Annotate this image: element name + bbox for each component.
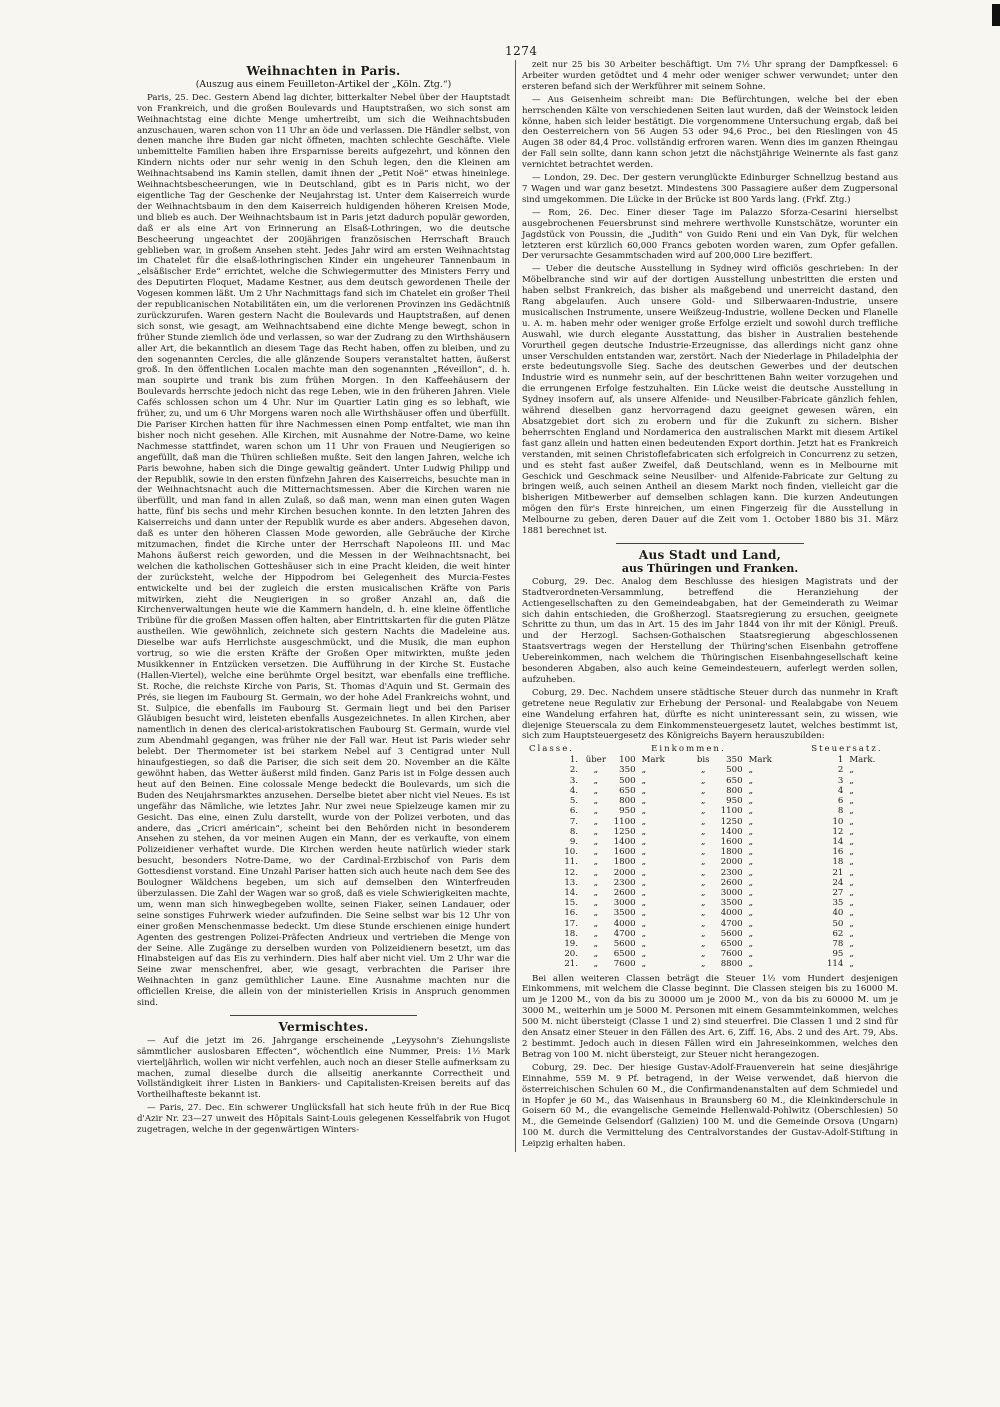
table-cell: 17. <box>564 918 579 929</box>
table-cell: 40 <box>832 908 844 919</box>
table-row <box>522 755 898 765</box>
table-cell: „ <box>748 898 754 909</box>
table-cell: „ <box>748 918 754 929</box>
table-cell: 7600 <box>613 959 636 970</box>
table-cell: Mark. <box>849 755 876 766</box>
table-cell: „ <box>701 775 706 786</box>
table-cell: „ <box>701 908 706 919</box>
table-cell: 8 <box>837 806 844 817</box>
page-number: 1274 <box>505 44 538 58</box>
table-cell: „ <box>849 908 854 919</box>
table-cell: 2600 <box>720 877 743 888</box>
table-cell: 2 <box>837 765 844 776</box>
table-cell: 16. <box>564 908 579 919</box>
table-cell: 10 <box>832 816 844 827</box>
table-cell: „ <box>641 867 647 878</box>
table-cell: „ <box>593 806 599 817</box>
table-row <box>522 817 898 827</box>
table-row <box>522 857 898 867</box>
table-header-income: Einkommen. <box>651 744 726 755</box>
table-cell: 950 <box>726 796 743 807</box>
article-paragraph: Paris, 25. Dec. Gestern Abend lag dichter, bitterkalter Nebel über der Hauptstadt von Frankreich, und die großen Boulevards und Hauptstraßen, wo sich sonst am Weihnachtstag eine dichte Menge umhertreibt, um sich die Weihnachtsbuden anzuschauen, waren schon von 11 Uhr an öde und verlassen. Die Händler selbst, von denen manche ihre Buden gar nicht öffneten, machten schlechte Geschäfte. Viele unbemittelte Familien haben ihre Ersparnisse bereits aufgezehrt, und können den Kindern nichts oder nur sehr wenig in den Schuh legen, den die Kleinen am Weihnachtsabend ins Kamin stellen, damit ihnen der „Petit Noë“ etwas hineinlege. Weihnachtsbescheerungen, wie in Deutschland, gibt es in Paris nicht, wo der eigentliche Tag der Geschenke der Neujahrstag ist. Unter dem Kaiserreich wurde der Weihnachtsbaum in den dem Kaiserreich huldigenden höheren Kreisen Mode, und blieb es auch. Der Weihnachtsbaum ist in Paris jetzt dadurch populär geworden, daß er als eine Art von Erinnerung an Elsaß-Lothringen, wo die deutsche Bescheerung ungeachtet der 200jährigen französischen Herrschaft Brauch geblieben war, in großem Ansehen steht. Jedes Jahr wird am ersten Weihnachtstag im Chatelet für die elsaß-lothringischen Kinder ein ungeheurer Tannenbaum in „elsäßischer Erde“ errichtet, welche die Schwiegermutter des Ministers Ferry und des Deputirten Floquet, Madame Kestner, aus dem deutsch gewordenen Theile der Vogesen kommen läßt. Um 2 Uhr Nachmittags fand sich im Chatelet ein großer Theil der republicanischen Notabilitäten ein, um die verlorenen Provinzen ins Gedächtniß zurückzurufen. Waren gestern Nacht die Boulevards und Hauptstraßen, auf denen sich sonst, wie gesagt, am Weihnachtsabend eine dichte Menge bewegt, schon in früher Stunde ziemlich öde und verlassen, so war der Zudrang zu den Wirthshäusern aller Art, die bekanntlich an diesem Tage das Recht haben, offen zu bleiben, und zu den sogenannten Cercles, die alle glänzende Soupers veranstaltet hatten, äußerst groß. In den öffentlichen Localen machte man den sogenannten „Réveillon“, d. h. man soupirte und trank bis zum frühen Morgen. In den Kaffeehäusern der Boulevards herrschte jedoch nicht das rege Leben, wie in den früheren Jahren. Viele Cafés schlossen schon um 4 Uhr. Nur im Quartier Latin ging es so lebhaft, wie früher, zu, und um 6 Uhr Morgens waren noch alle Wirthshäuser offen und überfüllt. Die Pariser Kirchen hatten für ihre Nachmessen einen Pomp entfaltet, wie man ihn bisher noch nicht gesehen. Alle Kirchen, mit Ausnahme der Notre-Dame, wo keine Nachmesse stattfindet, waren schon um 11 Uhr von Frauen und Neugierigen so angefüllt, daß man die Thüren schließen mußte. Seit den langen Jahren, welche ich Paris bewohne, haben sich die Dinge gewaltig geändert. Unter Ludwig Philipp und der Republik, sowie in den ersten fünfzehn Jahren des Kaiserreichs, besuchte man in der Weihnachtsnacht auch die Mitternachtsmessen. Aber die Kirchen waren nie überfüllt, und man fand in allen Zulaß, so daß man, wenn man einen guten Wagen hatte, fünf bis sechs und mehr Kirchen besuchen konnte. In den letzten Jahren des Kaiserreichs und dann unter der Republik wurde es aber anders. Abgesehen davon, daß es unter den höheren Classen Mode geworden, alle Gebräuche der Kirche mitzumachen, findet die Kirche unter der Herrschaft Napoleons III. und Mac Mahons äußerst reich geworden, und die Messen in der Weihnachtsnacht, bei welchen die katholischen Gotteshäuser sich in eine Pracht kleiden, die weit hinter der zurücksteht, welche der Hippodrom bei Gelegenheit des Murcia-Festes entwickelte und bei der zugleich die ersten musicalischen Kräfte von Paris mitwirken, zieht die Neugierigen in so großer Anzahl an, daß die Kirchenverwaltungen heute wie die Kammern handeln, d. h. eine kleine öffentliche Tribüne für die großen Massen offen halten, aber Eintrittskarten für die guten Plätze austheilen. Wie gewöhnlich, zeichnete sich gestern Nachts die Madeleine aus. Dieselbe war aufs Herrlichste ausgeschmückt, und die Musik, die man euphon vortrug, so wie die ersten Kräfte der Großen Oper mitwirkten, mußte jeden Musikkenner in Entzücken versetzen. Die Aufführung in der Kirche St. Eustache (Hallen-Viertel), welche eine berühmte Orgel besitzt, war ebenfalls eine treffliche. St. Roche, die reichste Kirche von Paris, St. Thomas d'Aquin und St. Germain des Prés, sie liegen im Faubourg St. Germain, wo der hohe Adel Frankreichs wohnt, und St. Sulpice, die ebenfalls im Faubourg St. Germain liegt und bei den Pariser Gläubigen besucht wird, leisteten ebenfalls Ausgezeichnetes. In allen Kirchen, aber namentlich in denen des clerical-aristokratischen Faubourg St. Germain, wurde viel zum Abendmahl gegangen, was früher nie der Fall war. Heut ist Paris wieder sehr belebt. Der Thermometer ist bei starkem Nebel auf 3 Centigrad unter Null hinaufgestiegen, so daß die Pariser, die sich seit dem 20. November an die Kälte gewöhnt haben, das Wetter äußerst mild finden. Ganz Paris ist in Folge dessen auch heut auf den Beinen. Eine colossale Menge bedeckt die Boulevards, um sich die Buden des Neujahrsmarktes anzusehen. Derselbe bietet aber nicht viel Neues. Es ist ungefähr das Nämliche, wie letztes Jahr. Nur zwei neue Spielzeuge kamen mir zu Gesicht. Das eine, einen Zulu darstellt, wurde von der Polizei verboten, und das andere, das „Cricri américain“, scheint bei den Behörden nicht in besonderem Ansehen zu stehen, da vor meinen Augen ein Mann, der es verkaufte, von einem Polizeidiener verhaftet wurde. Die Kirchen werden heute natürlich wieder stark besucht, besonders Notre-Dame, wo der Cardinal-Erzbischof von Paris dem Gottesdienst vorstand. Eine Unzahl Pariser hatten sich auch heute nach dem See des Boulogner Wäldchens begeben, um sich auf demselben den Winterfreuden überzulassen. Die Zahl der Wagen war so groß, daß es viele Schwierigkeiten machte, um, wenn man sich hinwegbegeben wollte, seinen Fiaker, seinen Landauer, oder seine sonstiges Fuhrwerk wieder aufzufinden. Die Seine selbst war bis 12 Uhr von einer großen Menschenmasse bedeckt. Um diese Stunde erschienen einige hundert Agenten des gestrengen Polizei-Präfecten Andrieux und vertrieben die Menge von der Seine. Alle Zugänge zu derselben wurden von Polizeidienern besetzt, um das Hinabsteigen auf das Eis zu verhindern. Dies half aber nicht viel. Um 2 Uhr war die Seine zwar menschenfrei, aber, wie gesagt, verbrachten die Pariser ihre Weihnachten in ganz gemüthlicher Laune. Eine Ausnahme machten nur die officiellen Kreise, die allein von der ministeriellen Krisis in Anspruch genommen sind. <box>137 92 510 1009</box>
table-cell: „ <box>849 949 854 960</box>
table-cell: „ <box>593 928 599 939</box>
table-cell: 1100 <box>613 816 636 827</box>
article-paragraph: — London, 29. Dec. Der gestern verunglückte Edinburger Schnellzug bestand aus 7 Wagen und war ganz besetzt. Mindestens 300 Passagiere außer dem Zugpersonal sind umgekommen. Die Lücke in der Brücke ist 800 Yards lang. (Frkf. Ztg.) <box>522 173 898 205</box>
article-paragraph: — Aus Geisenheim schreibt man: Die Befürchtungen, welche bei der eben herrschenden Kälte von verschiedenen Seiten laut wurden, daß der Weinstock leiden könne, haben sich leider bestätigt. Die vorgenommene Untersuchung ergab, daß bei den Oesterreichern von 56 Augen 53 oder 94,6 Proc., bei den Rieslingen von 45 Augen 38 oder 84,4 Proc. vollständig erfroren waren. Wenn dies im ganzen Rheingau der Fall sein sollte, dann kann schon jetzt die nächstjährige Weinernte als fast ganz vernichtet betrachtet werden. <box>522 94 898 171</box>
table-row <box>522 796 898 806</box>
table-cell: 95 <box>832 949 844 960</box>
table-cell: „ <box>748 816 754 827</box>
table-cell: „ <box>701 887 706 898</box>
table-cell: „ <box>593 918 599 929</box>
table-cell: „ <box>748 959 754 970</box>
table-cell: 3. <box>569 775 579 786</box>
table-cell: „ <box>849 785 854 796</box>
table-cell: 1100 <box>720 806 743 817</box>
table-cell: 4000 <box>720 908 743 919</box>
right-column <box>515 60 898 1152</box>
table-cell: „ <box>593 816 599 827</box>
table-cell: „ <box>641 765 647 776</box>
article-paragraph: — Paris, 27. Dec. Ein schwerer Unglücksfall hat sich heute früh in der Rue Bicq d'Azir Nr. 23—27 unweit des Hôpitals Saint-Louis gelegenen Kesselfabrik von Hugot zugetragen, welche in der gegenwärtigen Winters- <box>137 1103 510 1136</box>
table-cell: 500 <box>619 775 636 786</box>
table-cell: „ <box>849 959 854 970</box>
table-cell: „ <box>748 836 754 847</box>
table-cell: „ <box>593 857 599 868</box>
table-row <box>522 949 898 959</box>
table-row <box>522 929 898 939</box>
table-cell: 1400 <box>720 826 743 837</box>
table-cell: „ <box>641 816 647 827</box>
table-cell: „ <box>593 847 599 858</box>
table-cell: 2000 <box>720 857 743 868</box>
table-cell: 4. <box>569 785 579 796</box>
table-row <box>522 827 898 837</box>
table-cell: „ <box>849 857 854 868</box>
table-cell: 2300 <box>720 867 743 878</box>
table-cell: 13. <box>564 877 579 888</box>
table-cell: Mark <box>748 755 772 766</box>
table-cell: „ <box>593 836 599 847</box>
table-cell: über <box>585 755 606 766</box>
table-cell: „ <box>593 898 599 909</box>
scan-corner-mark <box>992 4 1000 26</box>
table-row <box>522 806 898 816</box>
table-cell: „ <box>849 796 854 807</box>
table-cell: „ <box>593 785 599 796</box>
section-subtitle: aus Thüringen und Franken. <box>621 561 799 575</box>
table-cell: 6 <box>837 796 844 807</box>
table-cell: 21. <box>564 959 579 970</box>
table-cell: 10. <box>564 847 579 858</box>
table-cell: „ <box>748 938 754 949</box>
article-paragraph: — Rom, 26. Dec. Einer dieser Tage im Palazzo Sforza-Cesarini hierselbst ausgebrochenen Feuersbrunst sind mehrere werthvolle Kunstschätze, worunter ein Jagdstück von Poussin, die „Judith“ von Guido Reni und ein Van Dyk, für welchen letzteren erst kürzlich 60,000 Francs geboten worden waren, zum Opfer gefallen. Der verursachte Gesammtschaden wird auf 200,000 Lire beziffert. <box>522 207 898 262</box>
table-cell: 14. <box>564 887 579 898</box>
table-cell: „ <box>701 857 706 868</box>
table-cell: „ <box>701 938 706 949</box>
section-title-stadt-und-land: Aus Stadt und Land, <box>638 547 782 562</box>
table-cell: 100 <box>619 755 636 766</box>
table-cell: „ <box>748 826 754 837</box>
table-cell: 16 <box>832 847 844 858</box>
table-row <box>522 765 898 775</box>
table-cell: 4 <box>837 785 844 796</box>
table-row <box>522 939 898 949</box>
table-cell: „ <box>849 867 854 878</box>
table-cell: „ <box>748 877 754 888</box>
article-subtitle: (Auszug aus einem Feuilleton-Artikel der „Köln. Ztg.“) <box>195 78 452 90</box>
table-cell: 20. <box>564 949 579 960</box>
table-cell: 19. <box>564 938 579 949</box>
table-cell: 3500 <box>720 898 743 909</box>
table-cell: „ <box>641 949 647 960</box>
table-cell: „ <box>748 857 754 868</box>
table-cell: „ <box>748 806 754 817</box>
table-cell: „ <box>641 847 647 858</box>
table-cell: 4700 <box>613 928 636 939</box>
table-cell: „ <box>593 867 599 878</box>
article-paragraph: Bei allen weiteren Classen beträgt die Steuer 1½ vom Hundert desjenigen Einkommens, mit welchem die Classe beginnt. Die Classen steigen bis zu 16000 M. um je 1200 M., von da bis zu 30000 um je 2000 M., von da bis zu 60000 M. um je 3000 M., weiterhin um je 5000 M. Personen mit einem Gesammteinkommen, welches 500 M. nicht übersteigt (Classe 1 und 2) sind steuerfrei. Die Classen 1 und 2 sind für den Ansatz einer Steuer in den Fällen des Art. 6, Ziff. 16, Abs. 2 und des Art. 79, Abs. 2 bestimmt. Jedoch auch in diesen Fällen wird ein Jahreseinkommen, welches den Betrag von 100 M. nicht übersteigt, zur Steuer nicht herangezogen. <box>522 973 898 1060</box>
table-cell: „ <box>701 847 706 858</box>
table-cell: „ <box>641 796 647 807</box>
table-cell: „ <box>641 877 647 888</box>
table-cell: „ <box>593 796 599 807</box>
table-row <box>522 786 898 796</box>
table-cell: „ <box>701 877 706 888</box>
table-cell: „ <box>849 826 854 837</box>
table-cell: 800 <box>726 785 743 796</box>
table-row <box>522 776 898 786</box>
table-cell: 650 <box>619 785 636 796</box>
table-row <box>522 878 898 888</box>
table-cell: „ <box>701 796 706 807</box>
table-cell: 1. <box>569 755 579 766</box>
table-cell: 62 <box>832 928 844 939</box>
table-header-tax: Steuersatz. <box>811 744 883 755</box>
table-cell: „ <box>701 949 706 960</box>
table-cell: 2. <box>569 765 579 776</box>
table-row <box>522 919 898 929</box>
table-cell: 11. <box>564 857 579 868</box>
table-cell: „ <box>701 918 706 929</box>
table-cell: 18 <box>832 857 844 868</box>
table-cell: „ <box>748 765 754 776</box>
table-cell: „ <box>701 816 706 827</box>
table-cell: „ <box>593 949 599 960</box>
table-cell: 24 <box>832 877 844 888</box>
section-title-vermischtes: Vermischtes. <box>278 1019 369 1034</box>
section-divider <box>230 1015 417 1016</box>
table-cell: „ <box>641 857 647 868</box>
article-paragraph: Coburg, 29. Dec. Nachdem unsere städtische Steuer durch das nunmehr in Kraft getretene neue Regulativ zur Erhebung der Personal- und Realabgabe von Neuem eine Wandelung erfahren hat, dürfte es nicht uninteressant sein, zu wissen, wie diejenige Steuerscala zu dem Einkommensteuergesetz lautet, welches bestimmt ist, sich zum Hauptsteuergesetz des Königreichs Bayern herauszubilden: <box>522 687 898 742</box>
table-cell: „ <box>641 826 647 837</box>
table-cell: 2300 <box>613 877 636 888</box>
table-cell: „ <box>748 867 754 878</box>
table-cell: „ <box>593 775 599 786</box>
table-cell: „ <box>701 765 706 776</box>
table-cell: „ <box>641 836 647 847</box>
table-cell: 2600 <box>613 887 636 898</box>
table-cell: „ <box>641 898 647 909</box>
table-cell: 5600 <box>613 938 636 949</box>
table-cell: „ <box>701 806 706 817</box>
table-cell: 500 <box>726 765 743 776</box>
table-cell: 6500 <box>613 949 636 960</box>
table-cell: „ <box>701 826 706 837</box>
table-header-class: Classe. <box>528 744 575 755</box>
table-cell: „ <box>849 918 854 929</box>
table-cell: „ <box>748 847 754 858</box>
table-cell: 1400 <box>613 836 636 847</box>
table-cell: „ <box>641 938 647 949</box>
table-cell: 1250 <box>720 816 743 827</box>
table-cell: „ <box>593 765 599 776</box>
table-cell: 50 <box>832 918 844 929</box>
table-row <box>522 837 898 847</box>
table-cell: 1800 <box>613 857 636 868</box>
table-cell: 1600 <box>613 847 636 858</box>
table-cell: 12. <box>564 867 579 878</box>
table-cell: „ <box>748 785 754 796</box>
table-cell: 650 <box>726 775 743 786</box>
table-cell: „ <box>748 796 754 807</box>
table-cell: 5. <box>569 796 579 807</box>
table-cell: 9. <box>569 836 579 847</box>
table-cell: „ <box>849 928 854 939</box>
table-cell: Mark <box>641 755 665 766</box>
table-cell: „ <box>593 877 599 888</box>
table-cell: „ <box>849 775 854 786</box>
table-body <box>522 755 898 969</box>
table-cell: „ <box>748 775 754 786</box>
table-cell: „ <box>748 949 754 960</box>
table-cell: 4700 <box>720 918 743 929</box>
table-cell: 5600 <box>720 928 743 939</box>
table-cell: 2000 <box>613 867 636 878</box>
article-paragraph: Coburg, 29. Dec. Analog dem Beschlusse des hiesigen Magistrats und der Stadtverordneten-Versammlung, betreffend die Heranziehung der Actiengesellschaften zu den Gemeindeabgaben, hat der Gemeinderath zu Weimar sich dahin entschieden, die Großherzogl. Staatsregierung zu ersuchen, geeignete Schritte zu thun, um das in Art. 15 des im Jahr 1844 von ihr mit der Königl. Preuß. und der Herzogl. Sachsen-Gothaischen Staatsregierung abgeschlossenen Staatsvertrags wegen der Herstellung der Thüring'schen Eisenbahn getroffene Uebereinkommen, nach welchem die Thüringischen Eisenbahngesellschaft keine besonderen Abgaben, also auch keine Gemeindesteuern, auferlegt werden sollen, aufzuheben. <box>522 576 898 685</box>
table-cell: „ <box>701 836 706 847</box>
table-cell: 18. <box>564 928 579 939</box>
table-cell: 3000 <box>613 898 636 909</box>
table-cell: „ <box>641 908 647 919</box>
table-cell: 7. <box>569 816 579 827</box>
table-cell: „ <box>593 959 599 970</box>
article-paragraph: — Auf die jetzt im 26. Jahrgange erscheinende „Leyysohn's Ziehungsliste sämmtlicher auslosbaren Effecten“, wöchentlich eine Nummer, Preis: 1½ Mark vierteljährlich, wollen wir nicht verfehlen, auch noch an dieser Stelle aufmerksam zu machen, zumal dieselbe durch die allseitig anerkannte Correctheit und Vollständigkeit ihrer Listen in Bankiers- und Capitalisten-Kreisen bereits auf das Vortheilhafteste bekannt ist. <box>137 1035 510 1101</box>
table-row <box>522 847 898 857</box>
table-row <box>522 868 898 878</box>
table-cell: „ <box>701 867 706 878</box>
table-cell: 12 <box>832 826 844 837</box>
table-cell: 78 <box>832 938 844 949</box>
table-header-row <box>522 744 898 755</box>
table-cell: „ <box>641 775 647 786</box>
table-row <box>522 888 898 898</box>
table-cell: „ <box>593 908 599 919</box>
table-cell: „ <box>701 785 706 796</box>
table-cell: „ <box>849 877 854 888</box>
table-cell: 14 <box>832 836 844 847</box>
table-cell: „ <box>849 836 854 847</box>
table-cell: 1800 <box>720 847 743 858</box>
table-cell: 3 <box>837 775 844 786</box>
table-cell: „ <box>849 765 854 776</box>
table-cell: 350 <box>726 755 743 766</box>
table-cell: „ <box>849 887 854 898</box>
table-cell: „ <box>849 898 854 909</box>
table-row <box>522 908 898 918</box>
section-divider <box>616 543 804 544</box>
table-cell: 1600 <box>720 836 743 847</box>
table-cell: 15. <box>564 898 579 909</box>
table-cell: bis <box>696 755 710 766</box>
table-cell: 114 <box>826 959 844 970</box>
table-cell: „ <box>641 887 647 898</box>
table-cell: 8800 <box>720 959 743 970</box>
table-row <box>522 898 898 908</box>
table-cell: „ <box>641 806 647 817</box>
table-cell: „ <box>701 928 706 939</box>
table-cell: 6500 <box>720 938 743 949</box>
article-paragraph: — Ueber die deutsche Ausstellung in Sydney wird officiös geschrieben: In der Möbelbranche sind wir auf der dortigen Ausstellung unbestritten die ersten und haben selbst Frankreich, das bisher als maßgebend und unerreicht dastand, den Rang abgelaufen. Auch unsere Gold- und Silberwaaren-Industrie, unsere musicalischen Instrumente, unsere Weißzeug-Industrie, wollene Decken und Flanelle u. A. m. haben mehr oder weniger große Erfolge erzielt und sowohl durch treffliche Auswahl, wie durch elegante Ausstattung, das bisher in Australien bestehende Vorurtheil gegen deutsche Industrie-Erzeugnisse, das allerdings nicht ganz ohne unser Verschulden entstanden war, zerstört. Nach der Niederlage in Philadelphia der erste bedeutungsvolle Sieg. Sache des deutschen Gewerbes und der deutschen Industrie wird es nunmehr sein, auf der beschrittenen Bahn weiter vorzugehen und die errungenen Erfolge festzuhalten. Ein Lücke weist die deutsche Ausstellung in Sydney insofern auf, als unsere Alfenide- und Neusilber-Fabricate gänzlich fehlen, während dieselben ganz hervorragend dazu geeignet gewesen wären, ein Absatzgebiet dort sich zu erobern und für die Zukunft zu sichern. Bisher beherrschten England und Nordamerica den australischen Markt mit diesem Artikel fast ganz allein und hatten einen bedeutenden Export dorthin. Jetzt hat es Frankreich verstanden, mit seinen Christoflefabricaten sich erfolgreich in Concurrenz zu setzen, und es steht fast außer Zweifel, daß Deutschland, wenn es in Melbourne mit Geschick und Geschmack seine Neusilber- und Alfenide-Fabricate zur Geltung zu bringen weiß, auch seinen Antheil an diesem Markt noch finden, vielleicht gar die bisherigen Mitbewerber auf demselben schlagen kann. Die kurzen Andeutungen mögen den für's Erste hinreichen, um einen Fingerzeig für die Ausstellung in Melbourne zu geben, deren Dauer auf die Zeit vom 1. October 1880 bis 31. März 1881 berechnet ist. <box>522 264 898 537</box>
table-cell: 21 <box>832 867 844 878</box>
table-cell: „ <box>641 928 647 939</box>
article-paragraph: zeit nur 25 bis 30 Arbeiter beschäftigt. Um 7½ Uhr sprang der Dampfkessel: 6 Arbeiter wurden getödtet und 4 mehr oder weniger schwer verwundet; unter den ersteren befand sich der Werkführer mit seinem Sohne. <box>522 60 898 92</box>
table-cell: 7600 <box>720 949 743 960</box>
table-cell: „ <box>748 908 754 919</box>
tax-scale-table <box>522 744 898 969</box>
table-cell: „ <box>849 938 854 949</box>
table-cell: „ <box>641 918 647 929</box>
table-cell: „ <box>701 959 706 970</box>
table-cell: 35 <box>832 898 844 909</box>
article-paragraph: Coburg, 29. Dec. Der hiesige Gustav-Adolf-Frauenverein hat seine diesjährige Einnahme, 559 M. 9 Pf. betragend, in der Weise verwendet, daß hiervon die österreichischen Schulen 60 M., die Confirmandenanstalten auf dem Schmiedel und in Hopfer je 60 M., das Waisenhaus in Braunsberg 60 M., die Kleinkinderschule in Goisern 60 M., die evangelische Gemeinde Hellenwald-Pohlwitz (Oberschlesien) 50 M., die Gemeinde Gelsendorf (Galizien) 100 M. und die Gemeinde Orsova (Ungarn) 100 M. durch die Vermittelung des Centralvorstandes der Gustav-Adolf-Stiftung in Leipzig erhalten haben. <box>522 1062 898 1150</box>
table-cell: 6. <box>569 806 579 817</box>
table-cell: „ <box>593 887 599 898</box>
article-title-weihnachten: Weihnachten in Paris. <box>246 64 401 78</box>
table-cell: 3000 <box>720 887 743 898</box>
table-cell: „ <box>701 898 706 909</box>
table-cell: 8. <box>569 826 579 837</box>
table-cell: „ <box>593 826 599 837</box>
table-cell: 350 <box>619 765 636 776</box>
table-cell: 800 <box>619 796 636 807</box>
table-cell: „ <box>593 938 599 949</box>
left-column <box>137 60 510 1138</box>
table-cell: 1250 <box>613 826 636 837</box>
table-cell: 950 <box>619 806 636 817</box>
table-row <box>522 959 898 969</box>
table-cell: 27 <box>832 887 844 898</box>
table-cell: „ <box>748 928 754 939</box>
table-cell: 1 <box>837 755 844 766</box>
table-cell: „ <box>641 959 647 970</box>
table-cell: „ <box>849 816 854 827</box>
table-cell: 3500 <box>613 908 636 919</box>
table-cell: „ <box>849 806 854 817</box>
table-cell: „ <box>849 847 854 858</box>
table-cell: 4000 <box>613 918 636 929</box>
table-cell: „ <box>748 887 754 898</box>
table-cell: „ <box>641 785 647 796</box>
